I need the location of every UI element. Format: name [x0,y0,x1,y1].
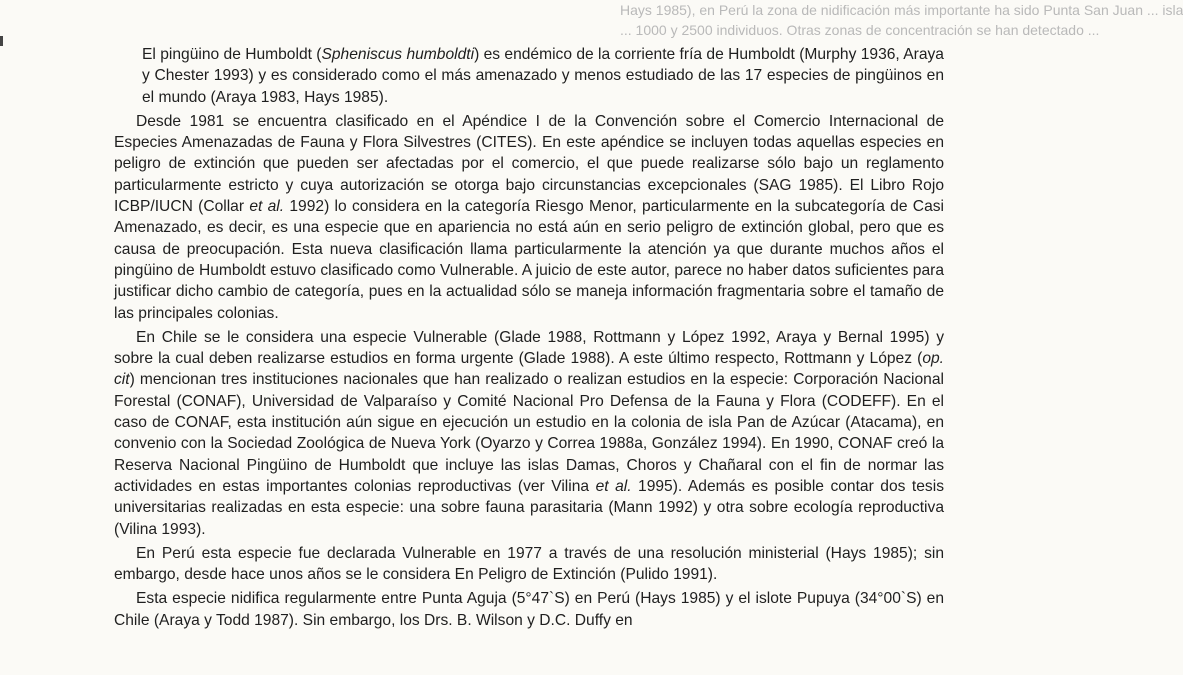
italic-run: et al. [249,198,285,216]
paragraph-2 [114,111,944,324]
text-run: Esta especie nidifica regularmente entre Punta Aguja (5°47`S) en Perú (Hays 1985) y el islote Pupuya (34°00`S) en Chile (Araya y Todd 1987). Sin embargo, los Drs. B. Wilson y D.C. Duffy en [114,590,944,629]
italic-run: et al. [595,477,632,495]
text-run: ) mencionan tres instituciones nacionales que han realizado o realizan estudios en la especie: Corporación Nacional Forestal (CONAF), Universidad de Valparaíso y Comité Nacional Pro Defensa de la Fauna y Flora (CODEFF). En el caso de CONAF, esta institución aún sigue en ejecución un estudio en la colonia de isla Pan de Azúcar (Atacama), en convenio con la Sociedad Zoológica de Nueva York (Oyarzo y Correa 1988a, González 1994). En 1990, CONAF creó la Reserva Nacional Pingüino de Humboldt que incluye las islas Damas, Choros y Chañaral con el fin de normar las actividades en estas importantes colonias reproductivas (ver Vilina [114,371,944,495]
paragraph-4 [114,543,944,586]
italic-run: Spheniscus humboldti [321,46,475,63]
text-run: Desde 1981 se encuentra clasificado en el Apéndice I de la Convención sobre el Comercio Internacional de Especies Amenazadas de Fauna y Flora Silvestres (CITES). En este apéndice se incluyen todas aquellas especies en peligro de extinción que pueden ser afectadas por el comercio, el que puede realizarse sólo bajo un reglamento particularmente estricto y cuya autorización se otorga bajo circunstancias excepcionales (SAG 1985). El Libro Rojo ICBP/IUCN (Collar [114,112,944,216]
text-run: 1995). Además es posible contar dos tesis universitarias realizadas en esta especie: una sobre fauna parasitaria (Mann 1992) y otra sobre ecología reproductiva (Vilina 1993). [114,477,944,538]
text-run: En Chile se le considera una especie Vulnerable (Glade 1988, Rottmann y López 1992, Araya y Bernal 1995) y sobre la cual deben realizarse estudios en forma urgente (Glade 1988). A este último respecto, Rottmann y López ( [114,328,944,368]
bleed-line: ... 1000 y 2500 individuos. Otras zonas de concentración se han detectado ... [620,22,1100,38]
bleed-through-text [620,0,1183,40]
bleed-line: Hays 1985), en Perú la zona de nidificación más importante ha sido Punta San Juan ... isla [620,2,1183,18]
paragraph-5 [114,588,944,631]
text-run: En Perú esta especie fue declarada Vulnerable en 1977 a través de una resolución ministerial (Hays 1985); sin embargo, desde hace unos años se le considera En Peligro de Extinción (Pulido 1991). [114,544,944,584]
paragraph-1 [142,44,944,108]
body-text [114,44,944,634]
scan-edge-mark [0,36,3,46]
text-run: ) es endémico de la corriente fría de Humboldt (Murphy 1936, Araya y Chester 1993) y es considerado como el más amenazado y menos estudiado de las 17 especies de pingüinos en el mundo (Araya 1983, Hays 1985). [142,46,944,106]
italic-run: op. cit [114,350,944,389]
text-run: El pingüino de Humboldt ( [142,46,322,63]
paragraph-3 [114,327,944,540]
text-run: 1992) lo considera en la categoría Riesgo Menor, particularmente en la subcategoría de Casi Amenazado, es decir, es una especie que en apariencia no está aún en serio peligro de extinción global, pero que es causa de preocupación. Esta nueva clasificación llama particularmente la atención ya que durante muchos años el pingüino de Humboldt estuvo clasificado como Vulnerable. A juicio de este autor, parece no haber datos suficientes para justificar dicho cambio de categoría, pues en la actualidad sólo se maneja información fragmentaria sobre el tamaño de las principales colonias. [114,198,945,322]
